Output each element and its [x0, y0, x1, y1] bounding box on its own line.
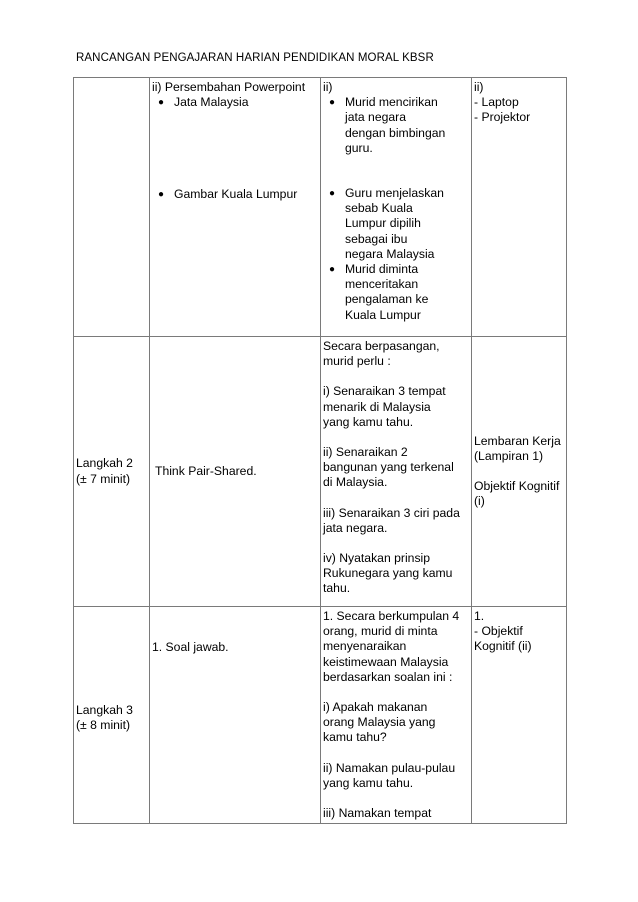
- bullet-icon: ●: [157, 97, 164, 109]
- content-cell: Secara berpasangan, murid perlu : i) Senaraikan 3 tempat menarik di Malaysia yang kamu tahu. ii) Senaraikan 2 bangunan yang terkenal di Malaysia. iii) Senaraikan 3 ciri pada jata negara. iv) Nyatakan prinsip Rukunegara yang kamu tahu.: [321, 337, 472, 607]
- list-item: ● Guru menjelaskan sebab Kuala Lumpur dipilih sebagai ibu negara Malaysia: [323, 186, 469, 262]
- list-item: ● Murid diminta menceritakan pengalaman ke Kuala Lumpur: [323, 262, 469, 323]
- activity-cell: Think Pair-Shared.: [150, 337, 321, 607]
- bullet-icon: ●: [328, 188, 335, 200]
- bullet-icon: ●: [328, 97, 335, 109]
- activity-heading: ii) Persembahan Powerpoint: [152, 80, 306, 94]
- resource-cell: ii) - Laptop - Projektor: [472, 78, 567, 337]
- resource-cell: 1. - Objektif Kognitif (ii): [472, 607, 567, 824]
- bullet-icon: ●: [157, 189, 164, 201]
- resource-cell: Lembaran Kerja (Lampiran 1) Objektif Kognitif (i): [472, 337, 567, 607]
- activity-cell: [150, 78, 321, 337]
- content-heading: ii): [323, 80, 333, 94]
- step-cell: Langkah 2 (± 7 minit): [74, 337, 150, 607]
- list-item: ● Jata Malaysia: [152, 95, 318, 110]
- table-row: [74, 78, 567, 337]
- content-cell: 1. Secara berkumpulan 4 orang, murid di minta menyenaraikan keistimewaan Malaysia berdasarkan soalan ini : i) Apakah makanan orang Malaysia yang kamu tahu? ii) Namakan pulau-pulau yang kamu tahu. iii) Namakan tempat: [321, 607, 472, 824]
- step-cell: Langkah 3 (± 8 minit): [74, 607, 150, 824]
- table-row: [74, 607, 567, 824]
- list-item: ● Murid mencirikan jata negara dengan bimbingan guru.: [323, 95, 469, 156]
- bullet-icon: ●: [328, 264, 335, 276]
- content-cell: [321, 78, 472, 337]
- list-item: ● Gambar Kuala Lumpur: [152, 187, 318, 202]
- lesson-plan-table: [73, 77, 567, 824]
- table-row: [74, 337, 567, 607]
- page-header-title: RANCANGAN PENGAJARAN HARIAN PENDIDIKAN MORAL KBSR: [76, 52, 434, 64]
- activity-cell: 1. Soal jawab.: [150, 607, 321, 824]
- step-cell: [74, 78, 150, 337]
